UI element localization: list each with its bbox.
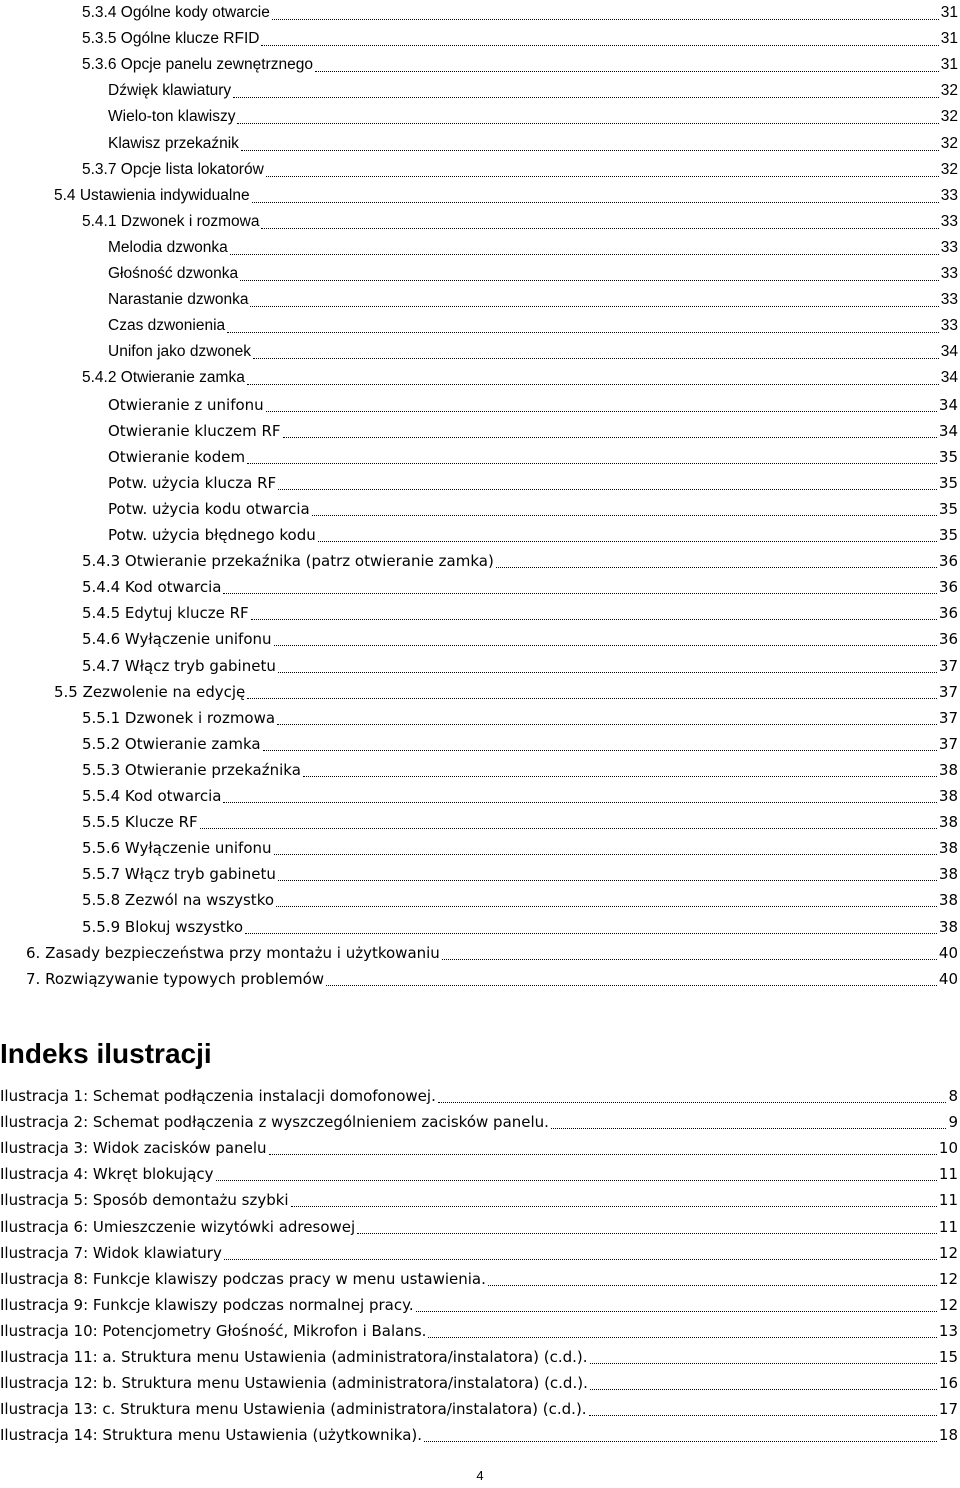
toc-entry-label: 5.4.2 Otwieranie zamka [82,369,245,387]
toc-entry[interactable] [0,339,960,365]
toc-entry-label: 5.4.5 Edytuj klucze RF [82,604,249,623]
toc-entry[interactable] [0,52,960,78]
dot-leader [240,280,939,281]
toc-entry-label: 5.4.7 Włącz tryb gabinetu [82,656,276,675]
toc-entry[interactable] [0,444,960,470]
toc-entry[interactable] [0,574,960,600]
illustration-entry-label: Ilustracja 13: c. Struktura menu Ustawienia (administratora/instalatora) (c.d.). [0,1400,587,1419]
illustration-entry-label: Ilustracja 14: Struktura menu Ustawienia (użytkownika). [0,1426,422,1445]
illustration-entry-page: 12 [938,1243,958,1262]
toc-entry[interactable] [0,365,960,391]
toc-entry-label: 5.3.6 Opcje panelu zewnętrznego [82,56,313,74]
illustration-entry-label: Ilustracja 4: Wkręt blokujący [0,1165,214,1184]
toc-entry-label: 6. Zasady bezpieczeństwa przy montażu i użytkowaniu [26,943,440,962]
dot-leader [261,228,938,229]
toc-entry-label: Otwieranie z unifonu [108,395,264,414]
toc-entry-page: 36 [938,552,958,571]
toc-entry-label: 5.5.5 Klucze RF [82,813,198,832]
toc-entry-label: 5.3.7 Opcje lista lokatorów [82,160,264,178]
toc-entry[interactable] [0,78,960,104]
toc-entry-page: 33 [940,238,958,256]
illustration-entry[interactable] [0,1318,960,1344]
toc-entry-label: Potw. użycia kodu otwarcia [108,499,310,518]
toc-entry-page: 40 [938,969,958,988]
toc-entry-page: 38 [938,787,958,805]
dot-leader [277,724,937,725]
toc-entry-page: 31 [940,30,958,48]
toc-entry-label: Głośność dzwonka [108,265,239,282]
toc-entry-page: 33 [940,265,958,282]
dot-leader [227,332,939,333]
illustrations-index-title: Indeks ilustracji [0,1038,212,1069]
dot-leader [223,593,936,594]
toc-entry[interactable] [0,914,960,940]
toc-entry-page: 33 [940,291,958,309]
illustration-entry-page: 8 [948,1087,958,1105]
dot-leader [278,672,937,673]
toc-entry-page: 35 [938,526,958,544]
toc-entry-label: 5.5.4 Kod otwarcia [82,787,222,805]
dot-leader [357,1233,937,1234]
dot-leader [551,1128,947,1129]
illustration-entry-label: Ilustracja 12: b. Struktura menu Ustawienia (administratora/instalatora) (c.d.). [0,1374,588,1393]
toc-entry-page: 37 [938,708,958,727]
toc-entry-page: 35 [938,447,958,466]
toc-entry-page: 40 [938,943,958,962]
toc-entry[interactable] [0,131,960,157]
dot-leader [224,1259,937,1260]
toc-entry-page: 33 [940,212,958,230]
illustration-entry-page: 13 [938,1321,958,1340]
illustration-entry[interactable] [0,1187,960,1213]
dot-leader [247,463,937,464]
toc-entry-page: 38 [938,917,958,936]
toc-entry[interactable] [0,104,960,130]
toc-entry[interactable] [0,522,960,548]
dot-leader [253,358,939,359]
toc-entry[interactable] [0,183,960,209]
dot-leader [428,1337,936,1338]
dot-leader [237,123,938,124]
dot-leader [252,202,939,203]
dot-leader [274,645,937,646]
dot-leader [247,698,937,699]
toc-entry[interactable] [0,548,960,574]
illustration-entry[interactable] [0,1422,960,1448]
toc-entry-label: 5.4.4 Kod otwarcia [82,578,222,597]
dot-leader [251,619,937,620]
illustration-entry[interactable] [0,1135,960,1161]
dot-leader [276,906,937,907]
toc-entry-page: 32 [940,108,958,126]
dot-leader [200,828,937,829]
illustration-entry-label: Ilustracja 2: Schemat podłączenia z wyszczególnieniem zacisków panelu. [0,1113,549,1132]
toc-entry-page: 32 [940,160,958,178]
dot-leader [274,854,937,855]
toc-entry-page: 37 [938,734,958,753]
illustration-entry[interactable] [0,1396,960,1422]
toc-entry-label: Narastanie dzwonka [108,291,249,309]
toc-entry-label: 5.5.2 Otwieranie zamka [82,734,261,753]
illustration-entry[interactable] [0,1266,960,1292]
toc-entry[interactable] [0,313,960,339]
illustration-entry[interactable] [0,1370,960,1396]
toc-entry-page: 37 [938,656,958,675]
toc-entry[interactable] [0,653,960,679]
toc-entry-page: 36 [938,578,958,597]
dot-leader [442,959,937,960]
toc-entry[interactable] [0,679,960,705]
dot-leader [261,45,938,46]
toc-entry-page: 35 [938,499,958,518]
dot-leader [278,880,937,881]
toc-entry-label: 5.4 Ustawienia indywidualne [54,186,250,204]
toc-entry-label: Potw. użycia błędnego kodu [108,526,316,544]
illustration-entry[interactable] [0,1240,960,1266]
page-number: 4 [476,1468,484,1483]
illustration-entry[interactable] [0,1214,960,1240]
illustration-entry-label: Ilustracja 7: Widok klawiatury [0,1243,222,1262]
toc-entry-label: Dźwięk klawiatury [108,82,232,100]
toc-entry-label: Klawisz przekaźnik [108,134,239,152]
toc-entry-page: 31 [940,56,958,74]
illustration-entry-page: 11 [938,1165,958,1184]
toc-entry[interactable] [0,235,960,261]
toc-entry-label: 5.4.3 Otwieranie przekaźnika (patrz otwieranie zamka) [82,552,494,571]
dot-leader [291,1206,937,1207]
dot-leader [245,933,937,934]
dot-leader [438,1102,947,1103]
dot-leader [266,176,939,177]
toc-entry-label: 5.5 Zezwolenie na edycję [54,682,246,701]
toc-entry-label: 7. Rozwiązywanie typowych problemów [26,969,325,988]
toc-entry-label: 5.3.5 Ogólne klucze RFID [82,30,260,48]
toc-entry[interactable] [0,940,960,966]
illustration-entry-page: 9 [948,1113,958,1132]
dot-leader [230,254,939,255]
illustration-entry-label: Ilustracja 10: Potencjometry Głośność, Mikrofon i Balans. [0,1321,427,1340]
toc-entry-page: 32 [940,82,958,100]
toc-entry[interactable] [0,26,960,52]
dot-leader [589,1415,937,1416]
dot-leader [263,750,937,751]
toc-entry-page: 38 [938,760,958,779]
toc-entry[interactable] [0,261,960,287]
dot-leader [590,1389,937,1390]
toc-entry-label: 5.4.1 Dzwonek i rozmowa [82,212,260,230]
illustration-entry-label: Ilustracja 5: Sposób demontażu szybki [0,1191,289,1210]
toc-entry-label: Otwieranie kodem [108,447,246,466]
toc-entry-page: 36 [938,630,958,649]
dot-leader [223,802,936,803]
toc-entry-label: 5.5.3 Otwieranie przekaźnika [82,760,301,779]
toc-entry-label: 5.4.6 Wyłączenie unifonu [82,630,272,649]
dot-leader [266,411,937,412]
toc-entry-page: 34 [938,395,958,414]
toc-entry-label: Potw. użycia klucza RF [108,473,277,492]
illustration-entry-label: Ilustracja 3: Widok zacisków panelu [0,1139,267,1158]
toc-entry-page: 34 [940,343,958,361]
toc-entry[interactable] [0,731,960,757]
dot-leader [318,541,937,542]
toc-entry-page: 38 [938,839,958,858]
illustration-entry-label: Ilustracja 6: Umieszczenie wizytówki adresowej [0,1217,356,1236]
toc-entry-label: 5.5.1 Dzwonek i rozmowa [82,708,276,727]
illustration-entry-page: 11 [938,1217,958,1236]
dot-leader [312,515,937,516]
toc-entry-page: 35 [938,473,958,492]
illustration-entry[interactable] [0,1292,960,1318]
toc-entry-page: 36 [938,604,958,623]
illustration-entry-page: 12 [938,1295,958,1314]
dot-leader [590,1363,937,1364]
toc-entry-label: Unifon jako dzwonek [108,343,252,361]
toc-entry-label: 5.5.8 Zezwól na wszystko [82,891,275,910]
toc-entry-page: 38 [938,891,958,910]
dot-leader [315,71,939,72]
toc-entry-label: Melodia dzwonka [108,238,228,256]
dot-leader [247,384,939,385]
illustration-entry-page: 18 [938,1426,958,1445]
toc-entry-page: 33 [940,186,958,204]
dot-leader [250,306,938,307]
toc-entry[interactable] [0,418,960,444]
illustration-entry[interactable] [0,1083,960,1109]
toc-entry-page: 31 [940,4,958,21]
dot-leader [283,437,937,438]
dot-leader [269,1154,937,1155]
toc-entry-page: 34 [940,369,958,387]
illustration-entry-page: 11 [938,1191,958,1210]
toc-entry[interactable] [0,392,960,418]
illustration-entry-page: 17 [938,1400,958,1419]
toc-entry-label: Wielo-ton klawiszy [108,108,236,126]
illustration-entry-label: Ilustracja 9: Funkcje klawiszy podczas normalnej pracy. [0,1295,414,1314]
toc-entry-page: 33 [940,317,958,335]
toc-entry-page: 37 [938,682,958,701]
toc-entry[interactable] [0,470,960,496]
toc-entry-page: 38 [938,865,958,884]
toc-entry[interactable] [0,0,960,26]
toc-entry-page: 32 [940,134,958,152]
illustration-entry[interactable] [0,1109,960,1135]
toc-entry[interactable] [0,496,960,522]
toc-entry-label: 5.5.9 Blokuj wszystko [82,917,244,936]
toc-entry[interactable] [0,757,960,783]
toc-entry[interactable] [0,809,960,835]
illustration-entry-label: Ilustracja 11: a. Struktura menu Ustawienia (administratora/instalatora) (c.d.). [0,1348,588,1366]
dot-leader [424,1441,937,1442]
toc-entry[interactable] [0,626,960,652]
dot-leader [272,19,939,20]
toc-entry[interactable] [0,861,960,887]
dot-leader [241,150,939,151]
toc-entry-label: 5.3.4 Ogólne kody otwarcie [82,4,270,21]
toc-entry[interactable] [0,157,960,183]
toc-entry-label: 5.5.7 Włącz tryb gabinetu [82,865,276,884]
illustration-entry-page: 16 [938,1374,958,1393]
dot-leader [326,985,937,986]
dot-leader [488,1285,937,1286]
dot-leader [216,1180,937,1181]
illustration-entry-page: 15 [938,1348,958,1366]
illustration-entry-page: 12 [938,1269,958,1288]
toc-entry[interactable] [0,835,960,861]
toc-entry-label: Czas dzwonienia [108,317,226,335]
toc-entry-page: 34 [938,421,958,440]
toc-entry[interactable] [0,783,960,809]
toc-entry[interactable] [0,209,960,235]
illustration-entry-page: 10 [938,1139,958,1158]
toc-entry[interactable] [0,287,960,313]
toc-entry-label: Otwieranie kluczem RF [108,421,281,440]
illustration-entry[interactable] [0,1161,960,1187]
dot-leader [416,1311,937,1312]
toc-entry-page: 38 [938,813,958,832]
toc-entry[interactable] [0,966,960,992]
illustration-entry-label: Ilustracja 1: Schemat podłączenia instalacji domofonowej. [0,1087,436,1105]
dot-leader [233,97,939,98]
dot-leader [496,567,937,568]
dot-leader [303,776,937,777]
toc-entry[interactable] [0,705,960,731]
toc-entry[interactable] [0,600,960,626]
toc-entry[interactable] [0,887,960,913]
illustration-entry[interactable] [0,1344,960,1370]
dot-leader [278,489,937,490]
toc-entry-label: 5.5.6 Wyłączenie unifonu [82,839,272,858]
illustration-entry-label: Ilustracja 8: Funkcje klawiszy podczas pracy w menu ustawienia. [0,1269,486,1288]
